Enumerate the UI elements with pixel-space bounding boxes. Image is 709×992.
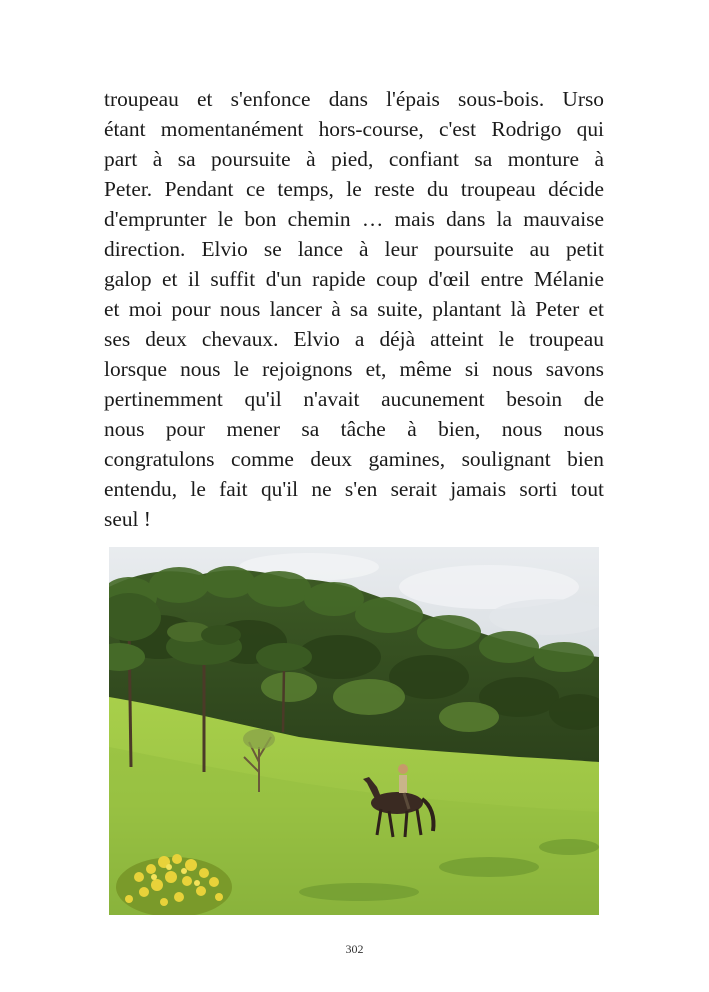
text-line: ses deux chevaux. Elvio a déjà atteint le troupeau (104, 327, 604, 351)
text-line: direction. Elvio se lance à leur poursuite au petit (104, 237, 604, 261)
text-line: nous pour mener sa tâche à bien, nous nous (104, 417, 604, 441)
text-line: congratulons comme deux gamines, soulignant bien (104, 447, 604, 471)
body-paragraph (104, 84, 604, 534)
text-line: étant momentanément hors-course, c'est Rodrigo qui (104, 117, 604, 141)
photo-illustration (109, 547, 599, 915)
text-line: troupeau et s'enfonce dans l'épais sous-bois. Urso (104, 87, 604, 111)
page-number: 302 (345, 942, 364, 956)
text-line: et moi pour nous lancer à sa suite, plantant là Peter et (104, 297, 604, 321)
text-line: entendu, le fait qu'il ne s'en serait jamais sorti tout (104, 477, 604, 501)
text-line: lorsque nous le rejoignons et, même si nous savons (104, 357, 604, 381)
text-line: seul ! (104, 507, 151, 531)
text-line: d'emprunter le bon chemin … mais dans la mauvaise (104, 207, 604, 231)
landscape-photo (109, 547, 599, 915)
text-line: pertinemment qu'il n'avait aucunement besoin de (104, 387, 604, 411)
text-line: part à sa poursuite à pied, confiant sa monture à (104, 147, 604, 171)
text-line: Peter. Pendant ce temps, le reste du troupeau décide (104, 177, 604, 201)
text-line: galop et il suffit d'un rapide coup d'œil entre Mélanie (104, 267, 604, 291)
